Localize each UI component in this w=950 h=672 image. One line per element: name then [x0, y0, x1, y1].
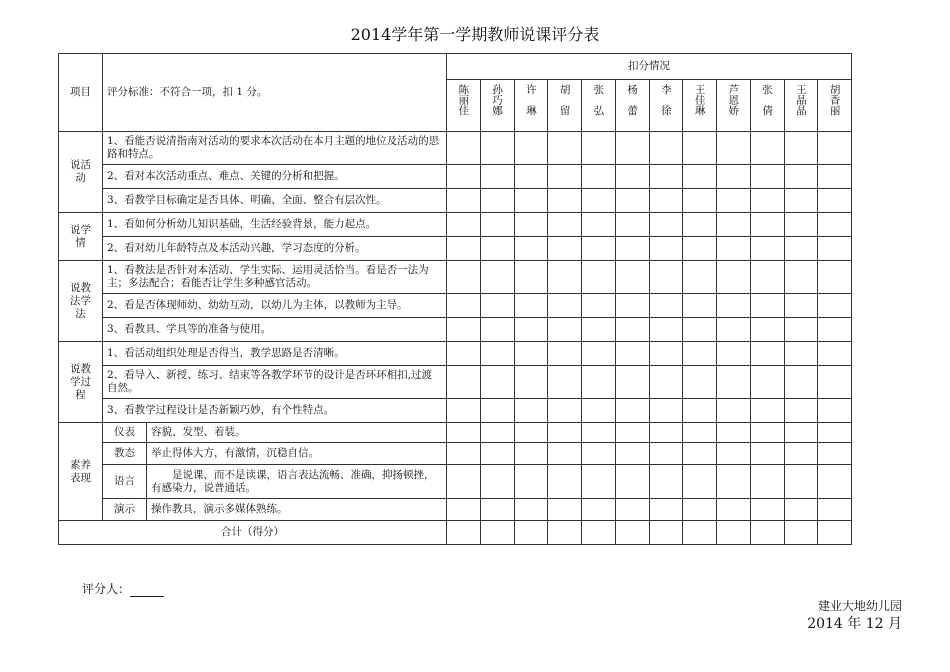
score-cell-q4-5[interactable]	[582, 499, 616, 521]
footer-date: 2014 年 12 月	[807, 616, 902, 632]
score-cell-s3r1-5[interactable]	[582, 261, 616, 294]
score-cell-s1r1-11[interactable]	[784, 132, 818, 165]
quality-row	[59, 499, 852, 521]
score-cell-q4-2[interactable]	[480, 499, 514, 521]
score-cell-s4r2-2[interactable]	[480, 366, 514, 399]
criteria-row	[59, 237, 852, 261]
score-cell-s4r3-1[interactable]	[447, 399, 481, 423]
score-cell-s3r1-7[interactable]	[649, 261, 683, 294]
score-cell-total-10[interactable]	[750, 521, 784, 545]
teacher-name-4: 胡 留	[548, 80, 582, 132]
score-cell-s4r1-4[interactable]	[548, 342, 582, 366]
teacher-name-6: 杨 蕾	[615, 80, 649, 132]
score-cell-s1r3-11[interactable]	[784, 189, 818, 213]
score-cell-s1r2-9[interactable]	[717, 165, 751, 189]
score-cell-s3r1-11[interactable]	[784, 261, 818, 294]
score-cell-s1r3-9[interactable]	[717, 189, 751, 213]
score-table	[58, 53, 852, 545]
teacher-name-3: 许 琳	[514, 80, 548, 132]
header-item: 项目	[59, 54, 103, 132]
score-cell-s3r2-9[interactable]	[717, 294, 751, 318]
score-cell-s4r2-6[interactable]	[615, 366, 649, 399]
score-cell-q1-3[interactable]	[514, 423, 548, 443]
score-cell-s4r1-11[interactable]	[784, 342, 818, 366]
score-cell-s3r1-1[interactable]	[447, 261, 481, 294]
score-cell-q4-4[interactable]	[548, 499, 582, 521]
score-cell-s3r2-2[interactable]	[480, 294, 514, 318]
score-cell-s3r3-8[interactable]	[683, 318, 717, 342]
score-cell-s3r2-3[interactable]	[514, 294, 548, 318]
score-cell-q2-12[interactable]	[818, 443, 852, 465]
score-cell-s2r2-8[interactable]	[683, 237, 717, 261]
section-label-4: 说教学过程	[59, 342, 103, 423]
score-cell-s3r2-6[interactable]	[615, 294, 649, 318]
quality-sub-label: 仪表	[103, 423, 147, 443]
score-cell-s1r1-1[interactable]	[447, 132, 481, 165]
score-cell-s1r2-3[interactable]	[514, 165, 548, 189]
score-cell-q3-1[interactable]	[447, 465, 481, 499]
score-cell-s1r1-3[interactable]	[514, 132, 548, 165]
criteria-text: 1、看教法是否针对本活动、学生实际、运用灵活恰当。看是否一法为主；多法配合；看能否让学生多种感官活动。	[103, 261, 447, 294]
section-label-3: 说教法学法	[59, 261, 103, 342]
score-cell-s4r1-8[interactable]	[683, 342, 717, 366]
score-cell-s1r2-1[interactable]	[447, 165, 481, 189]
criteria-text: 3、看教学目标确定是否具体、明确、全面、整合有层次性。	[103, 189, 447, 213]
score-cell-s4r2-8[interactable]	[683, 366, 717, 399]
total-row	[59, 521, 852, 545]
criteria-row	[59, 366, 852, 399]
teacher-name-1: 陈丽佳	[447, 80, 481, 132]
score-cell-s1r2-2[interactable]	[480, 165, 514, 189]
score-cell-s2r2-7[interactable]	[649, 237, 683, 261]
score-cell-s4r1-7[interactable]	[649, 342, 683, 366]
score-cell-q4-3[interactable]	[514, 499, 548, 521]
score-cell-s2r2-10[interactable]	[750, 237, 784, 261]
score-cell-s4r3-8[interactable]	[683, 399, 717, 423]
score-cell-q3-2[interactable]	[480, 465, 514, 499]
score-cell-q4-9[interactable]	[717, 499, 751, 521]
score-cell-s4r2-7[interactable]	[649, 366, 683, 399]
score-cell-s2r2-2[interactable]	[480, 237, 514, 261]
score-cell-s2r1-1[interactable]	[447, 213, 481, 237]
score-cell-s4r2-11[interactable]	[784, 366, 818, 399]
score-cell-s3r2-11[interactable]	[784, 294, 818, 318]
score-cell-q3-7[interactable]	[649, 465, 683, 499]
score-cell-s4r1-5[interactable]	[582, 342, 616, 366]
score-cell-s4r3-6[interactable]	[615, 399, 649, 423]
teacher-name-7: 李 徐	[649, 80, 683, 132]
score-cell-q2-9[interactable]	[717, 443, 751, 465]
criteria-row	[59, 294, 852, 318]
score-cell-s2r1-7[interactable]	[649, 213, 683, 237]
score-cell-s4r3-10[interactable]	[750, 399, 784, 423]
teacher-name-12: 胡香丽	[818, 80, 852, 132]
score-cell-s3r2-12[interactable]	[818, 294, 852, 318]
score-cell-s4r2-4[interactable]	[548, 366, 582, 399]
score-cell-s1r1-2[interactable]	[480, 132, 514, 165]
section-label-2: 说学情	[59, 213, 103, 261]
section-label-quality: 素养表现	[59, 423, 103, 521]
score-cell-q3-8[interactable]	[683, 465, 717, 499]
score-cell-s1r1-4[interactable]	[548, 132, 582, 165]
teacher-name-10: 张 倩	[750, 80, 784, 132]
score-cell-s3r3-10[interactable]	[750, 318, 784, 342]
criteria-text: 3、看教学过程设计是否新颖巧妙，有个性特点。	[103, 399, 447, 423]
score-cell-s4r2-5[interactable]	[582, 366, 616, 399]
score-cell-q1-2[interactable]	[480, 423, 514, 443]
score-cell-s1r1-8[interactable]	[683, 132, 717, 165]
criteria-text: 2、看对幼儿年龄特点及本活动兴趣，学习态度的分析。	[103, 237, 447, 261]
score-cell-s3r3-11[interactable]	[784, 318, 818, 342]
score-cell-s4r1-10[interactable]	[750, 342, 784, 366]
score-cell-s4r1-9[interactable]	[717, 342, 751, 366]
score-cell-s2r1-8[interactable]	[683, 213, 717, 237]
score-cell-s4r3-2[interactable]	[480, 399, 514, 423]
score-cell-s1r2-12[interactable]	[818, 165, 852, 189]
score-cell-s3r1-4[interactable]	[548, 261, 582, 294]
score-cell-s3r3-1[interactable]	[447, 318, 481, 342]
score-cell-total-3[interactable]	[514, 521, 548, 545]
teacher-name-9: 芦恩娇	[717, 80, 751, 132]
score-cell-q1-12[interactable]	[818, 423, 852, 443]
score-cell-q1-7[interactable]	[649, 423, 683, 443]
score-cell-s2r2-12[interactable]	[818, 237, 852, 261]
scorer-blank[interactable]	[130, 585, 164, 597]
score-cell-q2-4[interactable]	[548, 443, 582, 465]
quality-text: 是说课，而不是读课，语言表达流畅、准确，抑扬顿挫，有感染力，说普通话。	[147, 465, 447, 499]
score-cell-s2r2-4[interactable]	[548, 237, 582, 261]
score-cell-s3r1-12[interactable]	[818, 261, 852, 294]
quality-row	[59, 465, 852, 499]
score-cell-s1r2-4[interactable]	[548, 165, 582, 189]
quality-text: 操作教具，演示多媒体熟练。	[147, 499, 447, 521]
header-criteria: 评分标准：不符合一项，扣 1 分。	[103, 54, 447, 132]
score-cell-s4r1-12[interactable]	[818, 342, 852, 366]
score-cell-s3r1-2[interactable]	[480, 261, 514, 294]
score-cell-s1r3-7[interactable]	[649, 189, 683, 213]
score-cell-s1r3-6[interactable]	[615, 189, 649, 213]
score-cell-s1r2-5[interactable]	[582, 165, 616, 189]
score-cell-s1r3-3[interactable]	[514, 189, 548, 213]
criteria-row	[59, 132, 852, 165]
score-cell-s3r2-8[interactable]	[683, 294, 717, 318]
score-cell-q4-1[interactable]	[447, 499, 481, 521]
score-cell-q3-4[interactable]	[548, 465, 582, 499]
score-cell-q2-2[interactable]	[480, 443, 514, 465]
criteria-row	[59, 261, 852, 294]
org-name: 建业大地幼儿园	[817, 599, 902, 613]
score-cell-s4r3-3[interactable]	[514, 399, 548, 423]
score-cell-q1-1[interactable]	[447, 423, 481, 443]
score-cell-q1-8[interactable]	[683, 423, 717, 443]
score-cell-s1r3-5[interactable]	[582, 189, 616, 213]
score-cell-s1r1-10[interactable]	[750, 132, 784, 165]
score-cell-total-6[interactable]	[615, 521, 649, 545]
quality-sub-label: 教态	[103, 443, 147, 465]
score-cell-q3-6[interactable]	[615, 465, 649, 499]
score-cell-s1r3-8[interactable]	[683, 189, 717, 213]
criteria-text: 1、看如何分析幼儿知识基础，生活经验背景，能力起点。	[103, 213, 447, 237]
score-cell-s2r1-3[interactable]	[514, 213, 548, 237]
score-cell-q1-9[interactable]	[717, 423, 751, 443]
score-cell-s2r1-4[interactable]	[548, 213, 582, 237]
criteria-text: 2、看导入、新授、练习、结束等各教学环节的设计是否环环相扣,过渡自然。	[103, 366, 447, 399]
score-cell-q1-11[interactable]	[784, 423, 818, 443]
teacher-name-8: 王佳琳	[683, 80, 717, 132]
score-cell-total-9[interactable]	[717, 521, 751, 545]
score-cell-q4-6[interactable]	[615, 499, 649, 521]
score-cell-s1r2-11[interactable]	[784, 165, 818, 189]
header-deduction: 扣分情况	[447, 54, 852, 80]
score-cell-s3r3-5[interactable]	[582, 318, 616, 342]
score-cell-s3r1-6[interactable]	[615, 261, 649, 294]
score-cell-s1r2-6[interactable]	[615, 165, 649, 189]
criteria-text: 2、看是否体现师幼、幼幼互动，以幼儿为主体，以教师为主导。	[103, 294, 447, 318]
score-cell-total-7[interactable]	[649, 521, 683, 545]
score-cell-s2r2-11[interactable]	[784, 237, 818, 261]
quality-text: 举止得体大方，有激情，沉稳自信。	[147, 443, 447, 465]
score-cell-s4r1-2[interactable]	[480, 342, 514, 366]
score-cell-s4r3-7[interactable]	[649, 399, 683, 423]
score-cell-q3-3[interactable]	[514, 465, 548, 499]
score-cell-q4-10[interactable]	[750, 499, 784, 521]
score-cell-q4-11[interactable]	[784, 499, 818, 521]
score-cell-s1r3-12[interactable]	[818, 189, 852, 213]
score-cell-s1r3-2[interactable]	[480, 189, 514, 213]
score-cell-q4-12[interactable]	[818, 499, 852, 521]
score-cell-s3r3-12[interactable]	[818, 318, 852, 342]
score-cell-q2-11[interactable]	[784, 443, 818, 465]
score-cell-q2-3[interactable]	[514, 443, 548, 465]
score-cell-s4r2-1[interactable]	[447, 366, 481, 399]
criteria-text: 2、看对本次活动重点、难点、关键的分析和把握。	[103, 165, 447, 189]
score-cell-s1r3-4[interactable]	[548, 189, 582, 213]
score-cell-q3-12[interactable]	[818, 465, 852, 499]
score-cell-total-5[interactable]	[582, 521, 616, 545]
score-cell-s1r2-8[interactable]	[683, 165, 717, 189]
criteria-row	[59, 342, 852, 366]
score-cell-total-11[interactable]	[784, 521, 818, 545]
score-cell-q1-10[interactable]	[750, 423, 784, 443]
score-cell-q3-11[interactable]	[784, 465, 818, 499]
score-cell-s2r1-12[interactable]	[818, 213, 852, 237]
score-cell-q2-1[interactable]	[447, 443, 481, 465]
score-cell-s1r1-9[interactable]	[717, 132, 751, 165]
criteria-row	[59, 189, 852, 213]
score-cell-s1r1-6[interactable]	[615, 132, 649, 165]
score-cell-s2r1-10[interactable]	[750, 213, 784, 237]
score-cell-s2r2-9[interactable]	[717, 237, 751, 261]
total-label: 合计（得分）	[59, 521, 447, 545]
score-cell-s3r2-10[interactable]	[750, 294, 784, 318]
scorer-label: 评分人：	[82, 582, 131, 596]
score-cell-s3r3-4[interactable]	[548, 318, 582, 342]
quality-row	[59, 443, 852, 465]
score-cell-s2r2-5[interactable]	[582, 237, 616, 261]
score-cell-q4-7[interactable]	[649, 499, 683, 521]
score-cell-s4r2-10[interactable]	[750, 366, 784, 399]
quality-row	[59, 423, 852, 443]
score-cell-s4r3-11[interactable]	[784, 399, 818, 423]
score-cell-s4r2-12[interactable]	[818, 366, 852, 399]
score-cell-q3-9[interactable]	[717, 465, 751, 499]
quality-sub-label: 语言	[103, 465, 147, 499]
section-label-1: 说活动	[59, 132, 103, 213]
score-cell-s3r3-7[interactable]	[649, 318, 683, 342]
scorer-line	[82, 580, 164, 597]
score-cell-s4r3-5[interactable]	[582, 399, 616, 423]
score-cell-s3r1-8[interactable]	[683, 261, 717, 294]
score-cell-s3r2-5[interactable]	[582, 294, 616, 318]
criteria-row	[59, 213, 852, 237]
score-cell-s2r1-11[interactable]	[784, 213, 818, 237]
score-cell-s4r3-4[interactable]	[548, 399, 582, 423]
score-cell-s3r3-9[interactable]	[717, 318, 751, 342]
score-cell-s1r3-1[interactable]	[447, 189, 481, 213]
score-cell-total-4[interactable]	[548, 521, 582, 545]
quality-sub-label: 演示	[103, 499, 147, 521]
score-cell-q2-7[interactable]	[649, 443, 683, 465]
score-cell-s2r1-5[interactable]	[582, 213, 616, 237]
score-cell-s4r1-3[interactable]	[514, 342, 548, 366]
score-cell-s4r2-9[interactable]	[717, 366, 751, 399]
score-cell-total-1[interactable]	[447, 521, 481, 545]
score-cell-s4r2-3[interactable]	[514, 366, 548, 399]
teacher-name-5: 张 弘	[582, 80, 616, 132]
page-title: 2014学年第一学期教师说课评分表	[350, 25, 600, 44]
teacher-name-2: 孙巧娜	[480, 80, 514, 132]
score-cell-q1-5[interactable]	[582, 423, 616, 443]
score-cell-s3r2-1[interactable]	[447, 294, 481, 318]
score-cell-q3-5[interactable]	[582, 465, 616, 499]
score-cell-q2-8[interactable]	[683, 443, 717, 465]
criteria-text: 1、看能否说清指南对活动的要求本次活动在本月主题的地位及活动的思路和特点。	[103, 132, 447, 165]
score-cell-s1r1-5[interactable]	[582, 132, 616, 165]
score-cell-s4r3-12[interactable]	[818, 399, 852, 423]
score-cell-total-8[interactable]	[683, 521, 717, 545]
score-cell-s3r1-10[interactable]	[750, 261, 784, 294]
score-cell-s2r2-6[interactable]	[615, 237, 649, 261]
score-cell-q4-8[interactable]	[683, 499, 717, 521]
score-cell-s3r1-3[interactable]	[514, 261, 548, 294]
score-cell-s3r3-2[interactable]	[480, 318, 514, 342]
score-cell-s1r2-7[interactable]	[649, 165, 683, 189]
teacher-name-11: 王晶晶	[784, 80, 818, 132]
score-cell-s3r1-9[interactable]	[717, 261, 751, 294]
criteria-text: 3、看教具、学具等的准备与使用。	[103, 318, 447, 342]
score-cell-s2r1-6[interactable]	[615, 213, 649, 237]
score-cell-total-12[interactable]	[818, 521, 852, 545]
score-cell-s2r1-2[interactable]	[480, 213, 514, 237]
score-cell-s3r2-7[interactable]	[649, 294, 683, 318]
score-cell-s3r3-6[interactable]	[615, 318, 649, 342]
score-cell-s1r1-7[interactable]	[649, 132, 683, 165]
score-cell-q2-5[interactable]	[582, 443, 616, 465]
score-cell-s1r2-10[interactable]	[750, 165, 784, 189]
score-cell-total-2[interactable]	[480, 521, 514, 545]
header-row-top	[59, 54, 852, 80]
criteria-row	[59, 399, 852, 423]
score-cell-s2r2-1[interactable]	[447, 237, 481, 261]
score-cell-s3r2-4[interactable]	[548, 294, 582, 318]
score-cell-s3r3-3[interactable]	[514, 318, 548, 342]
score-cell-q1-6[interactable]	[615, 423, 649, 443]
criteria-row	[59, 165, 852, 189]
score-cell-s2r2-3[interactable]	[514, 237, 548, 261]
score-cell-s2r1-9[interactable]	[717, 213, 751, 237]
score-cell-s1r1-12[interactable]	[818, 132, 852, 165]
criteria-text: 1、看活动组织处理是否得当，教学思路是否清晰。	[103, 342, 447, 366]
score-cell-q1-4[interactable]	[548, 423, 582, 443]
score-cell-q2-10[interactable]	[750, 443, 784, 465]
score-cell-s1r3-10[interactable]	[750, 189, 784, 213]
score-cell-q2-6[interactable]	[615, 443, 649, 465]
score-cell-s4r1-1[interactable]	[447, 342, 481, 366]
score-cell-s4r1-6[interactable]	[615, 342, 649, 366]
criteria-row	[59, 318, 852, 342]
score-cell-s4r3-9[interactable]	[717, 399, 751, 423]
quality-text: 容貌、发型、着装。	[147, 423, 447, 443]
score-cell-q3-10[interactable]	[750, 465, 784, 499]
